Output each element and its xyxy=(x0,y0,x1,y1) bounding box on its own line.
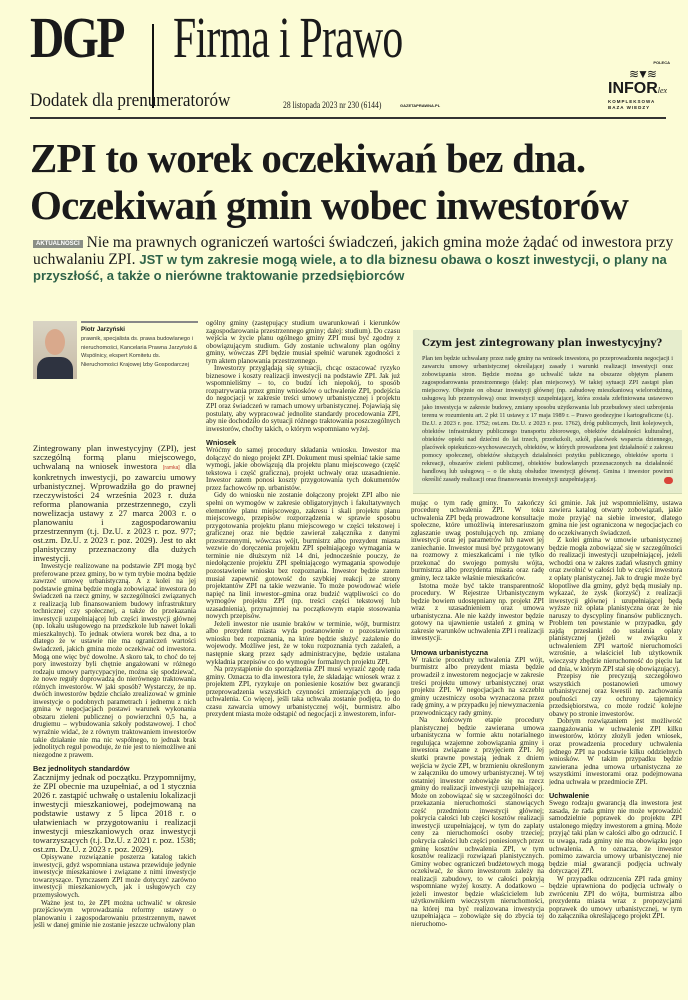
info-box-title: Czym jest zintegrowany plan inwestycyjny? xyxy=(422,338,663,349)
article-column-1 xyxy=(33,444,196,1000)
paragraph: Zacznijmy jednak od początku. Przypomnijmy, że ZPI obecnie ma uzupełniać, a od 1 stycznia 2026 r. zastąpić uchwałę o ustaleniu lokalizacji inwestycji mieszkaniowej, podejmowaną na podstawie ustawy z 5 lipca 2018 r. o ułatwieniach w przygotowaniu i realizacji inwestycji mieszkaniowych oraz inwestycji towarzyszących (t.j. Dz.U. z 2021 r. poz. 1538; ost.zm. Dz.U. z 2023 r. poz. 2029). xyxy=(33,772,196,855)
paragraph: W trakcie procedury uchwalenia ZPI wójt, burmistrz albo prezydent miasta będzie prowadził z inwestorem negocjacje w zakresie treści projektu umowy urbanistycznej oraz projektu ZPI. W negocjacjach na szczeblu gminy uczestniczy osoba wyznaczona przez radę gminy, a w przypadku jej niewyznaczenia przewodniczący rady gminy. xyxy=(411,655,544,717)
paragraph: Z kolei gmina w umowie urbanistycznej będzie mogła zobowiązać się w szczególności do realizacji inwestycji uzupełniającej, jeżeli wchodzi ona w zakres zadań własnych gminy oraz zwolnić w całości lub w części inwestora z opłaty planistycznej. Jak to drugie może być kłopotliwe dla gminy, gdyż będą musiały np. wykazać, że zysk (korzyść) z realizacji inwestycji głównej i uzupełniającej będą wyższe niż opłata planistyczna oraz że nie naruszy to dyscypliny finansów publicznych. Problem ten powstanie w przypadku, gdy zajdą przesłanki do ustalenia opłaty planistycznej (jeżeli w związku z uchwaleniem ZPI wartość nieruchomości wzrośnie, a właściciel lub użytkownik wieczysty zbędzie nieruchomość do pięciu lat od dnia, w którym ZPI stał się obowiązujący). xyxy=(549,536,682,673)
paragraph: W przypadku odrzucenia ZPI rada gminy będzie uprawniona do podjęcia uchwały o zwróceniu ZPI do wójta, burmistrza albo prezydenta miasta wraz z propozycjami poprawek do umowy urbanistycznej, w tym do załącznika określającego projekt ZPI. xyxy=(549,874,682,921)
info-box xyxy=(413,330,682,494)
partner-tagline: KOMPLEKSOWA xyxy=(608,99,656,104)
paragraph: Istotna może być także transparentność procedury. W Rejestrze Urbanistycznym będzie bowiem udostępniany np. projekt ZPI wraz z uzasadnieniem oraz umowa urbanistyczna. Ale nie każdy inwestor będzie gotowy na ujawnienie ustaleń z gminą w zakresie warunków uchwalenia ZPI i realizacji inwestycji. xyxy=(411,581,544,643)
paragraph: Jeżeli inwestor nie usunie braków w terminie, wójt, burmistrz albo prezydent miasta wyda postanowienie o pozostawieniu wniosku bez rozpoznania, na które będzie służyć zażalenie do wojewody. Możliwe jest, że w toku rozpoznania tych zażaleń, a następnie skarg przez sądy administracyjne, będzie ustalana wykładnia przepisów co do wymogów formalnych projektu ZPI. xyxy=(206,619,400,666)
paragraph: Na przystąpienie do sporządzenia ZPI musi wyrazić zgodę rada gminy. Oznacza to dla inwestora tyle, że składając wniosek wraz z projektem ZPI, ryzykuje on poniesienie kosztów bez gwarancji przeprowadzenia wszystkich czynności zmierzających do jego uchwalenia. Co więcej, jeśli taka uchwała zostanie podjęta, to do czasu zawarcia umowy urbanistycznej wójt, burmistrz albo prezydent miasta może odstąpić od negocjacji z inwestorem, infor- xyxy=(206,665,400,719)
article-column-4 xyxy=(549,500,682,1000)
subheading: Umowa urbanistyczna xyxy=(411,647,489,657)
section-badge: AKTUALNOŚCI xyxy=(33,240,83,248)
paragraph: Inwestorzy przyglądają się sytuacji, chcąc oszacować ryzyko biznesowe i koszty realizacji inwestycji na podstawie ZPI. Jak już wspomnieliśmy – to, co budzi ich niepokój, to sposób rozpatrywania przez gminy wniosków o uchwalenie ZPI, podejścia do negocjacji w zakresie treści umowy urbanistycznej i projektu ZPI oraz świadczeń w ramach umowy urbanistycznej. Pojawiają się postulaty, aby wypracować jednolite standardy procedowania ZPI, aby nie dochodziło do sytuacji różnego traktowania poszczególnych inwestorów, choćby takich, o którym wspomniano wyżej. xyxy=(206,364,400,433)
paragraph: Przepisy nie precyzują szczegółowo wszystkich postanowień umowy urbanistycznej oraz kwestii np. zachowania poufności czy ochrony tajemnicy przedsiębiorstwa, co może rodzić kolejne obawy po stronie inwestorów. xyxy=(549,672,682,718)
article-lead xyxy=(33,235,675,284)
right-area xyxy=(411,330,682,1000)
website: GAZETAPRAWNA.PL xyxy=(400,103,441,108)
partner-tagline: BAZA WIEDZY xyxy=(608,105,651,110)
headline: ZPI to worek oczekiwań bez dna. Oczekiwań gmin wobec inwestorów xyxy=(30,135,629,228)
paragraph: mując o tym radę gminy. To zakończy procedurę uchwalenia ZPI. W toku uchwalenia ZPI będą prowadzone konsultacje społeczne, które umożliwią interesariuszom zgłaszanie uwag postulujących np. zmianę inwestycji oraz jej parametrów lub nawet jej zaniechanie. Inwestor musi być przygotowany na rozmowy z mieszkańcami i nie tylko przekonać do swojego pomysłu wójta, burmistrza albo prezydenta miasta oraz radę gminy, lecz także właśnie mieszkańców. xyxy=(411,499,544,582)
issue-date: 28 listopada 2023 nr 230 (6144) xyxy=(283,100,382,110)
section-title: Firma i Prawo xyxy=(173,5,403,70)
lead-subtext: JST w tym zakresie mogą wiele, a to dla biznesu obawa o koszt inwestycji, o plany na przyszłość, a także o nierówne traktowanie przedsiębiorców xyxy=(33,252,667,283)
paragraph: Swego rodzaju gwarancją dla inwestora jest zasada, że rada gminy nie może wprowadzić samodzielnie poprawek do projektu ZPI ustalonego między inwestorem a gminą. Może przyjąć taki plan w całości albo go odrzucić. I tu uwaga, rada gminy nie ma obowiązku jego uchwalenia. A to oznacza, że inwestor pomimo zawarcia umowy urbanistycznej nie będzie miał gwarancji podjęcia uchwały dotyczącej ZPI. xyxy=(549,799,682,876)
paragraph: ści gminie. Jak już wspomnieliśmy, ustawa zawiera katalog otwarty zobowiązań, jakie może przyjąć na siebie inwestor, dlatego gmina nie jest ograniczona w negocjacjach co do oczekiwanych świadczeń. xyxy=(549,499,682,537)
infor-logo xyxy=(608,60,670,111)
info-box-text: Plan ten będzie uchwalany przez radę gminy na wniosek inwestora, po przeprowadzeniu negocjacji i zawarciu umowy urbanistycznej określającej zasady i warunki realizacji inwestycji oraz zobowiązania stron. Będzie można go uchwalić także na obszarze objętym planem zagospodarowania przestrzennego (dalej: plan miejscowy). W takiej sytuacji ZPI zastąpi plan miejscowy. Obejmie on obszar inwestycji głównej (np. zabudowę mieszkaniową wielorodzinną, usługową lub przemysłową) oraz inwestycji uzupełniającej, która została zdefiniowana ustawowo jako inwestycja w zakresie budowy, zmiany sposobu użytkowania lub przebudowy sieci uzbrojenia terenu w rozumieniu art. 2 pkt 11 ustawy z 17 maja 1989 r. – Prawo geodezyjne i kartograficzne (t.j. Dz.U. z 2023 r. poz. 1752; ost.zm. Dz.U. z 2023 r. poz. 1762), dróg publicznych, linii kolejowych, obiektów infrastruktury publicznego transportu zbiorowego, obiektów działalności kulturalnej, obiektów opieki nad dziećmi do lat trzech, przedszkoli, szkół, placówek wsparcia dziennego, placówek opiekuńczo-wychowawczych, obiektów, w których prowadzona jest działalność z zakresu pomocy społecznej, obiektów służących działalności pożytku publicznego, obiektów sportu i rekreacji, obszarów zieleni publicznej, obiektów budowlanych przeznaczonych na działalność handlową lub usługową – o ile służą obsłudze inwestycji głównej. Gmina i inwestor powinni określić zasady realizacji oraz finansowania inwestycji uzupełniającej. xyxy=(422,355,673,484)
author-photo xyxy=(33,321,77,379)
supplement-subtitle: Dodatek dla prenumeratorów xyxy=(30,90,231,111)
paragraph: Inwestycje realizowane na podstawie ZPI mogą być preferowane przez gminy, bo w tym trybie można będzie zawrzeć umowę urbanistyczną. A z kolei na jej podstawie gmina będzie mogła zobowiązać inwestora do świadczeń na rzecz gminy, w szczególności związanych z realizacją lub finansowaniem budowy infrastruktury technicznej czy społecznej, a także do przekazania inwestycji uzupełniającej lub części inwestycji głównej (np. lokalu usługowego na przedszkole lub nawet lokali mieszkalnych). To jednak otwiera worek bez dna, a to dlatego że w ustawie nie ma ograniczeń wartości świadczeń, jakich gmina może oczekiwać od inwestora. Mogą one więc być dowolne. A skoro tak, to choć do tej pory inwestorzy byli chętnie angażowani w różnego rodzaju umowy partycypacyjne, można się spodziewać, że nowe reguły doprowadzą do nierównego traktowania różnych inwestorów. W jaki sposób? Wystarczy, że np. dwóch inwestorów będzie chciało zrealizować w gminie inwestycje o podobnych parametrach i jednemu z nich gmina w negocjacjach postawi warunek wykonania obszaru zieleni publicznej o powierzchni 0,5 ha, a drugiemu – wybudowania szkoły podstawowej. I choć wyraźnie widać, że z równym traktowaniem inwestorów takie działanie nie ma nic wspólnego, to jednak brak jednolitych reguł powoduje, że nie jest to niemożliwe ani niezgodne z prawem. xyxy=(33,562,196,759)
paragraph: Wróćmy do samej procedury składania wniosku. Inwestor ma dołączyć do niego projekt ZPI. Dokument musi spełniać takie same wymogi, jakie obowiązują dla projektu planu miejscowego (część tekstowa i część graficzna), projekt uchwały oraz uzasadnienie. Inwestor zatem ponosi koszty przygotowania tych dokumentów przez fachowców np. urbanistów. xyxy=(206,446,400,492)
lower-columns xyxy=(411,500,682,1000)
header-rule xyxy=(30,117,666,119)
brand-logo: DGP xyxy=(30,5,124,70)
author-box xyxy=(33,321,198,439)
partner-name: INFORlex xyxy=(608,80,668,97)
wings-icon: ≋▼≋ xyxy=(629,67,655,81)
subheading: Bez jednolitych standardów xyxy=(33,764,130,774)
paragraph: Opisywane rozwiązanie poszerza katalog takich inwestycji, gdyż wspomniana ustawa przewiduje jedynie inwestycje mieszkaniowe i związane z nimi inwestycje towarzyszące. Tymczasem ZPI może dotyczyć zarówno inwestycji mieszkaniowych, jak i usługowych czy przemysłowych. xyxy=(33,853,196,899)
box-reference: [ramka] xyxy=(163,465,180,471)
subheading: Uchwalenie xyxy=(549,791,590,801)
paragraph: Zintegrowany plan inwestycyjny (ZPI), jest szczególną formą planu miejscowego, uchwalaną na wniosek inwestora [ramka] dla konkretnych inwestycji, po zawarciu umowy urbanistycznej. Wprowadziła go do prawnej rzeczywistości 24 września 2023 r. duża reforma planowania przestrzennego, czyli nowelizacja ustawy z 27 marca 2003 r. o planowaniu i zagospodarowaniu przestrzennym (t.j. Dz.U. z 2023 r. poz. 977; ost.zm. Dz.U. z 2023 r. poz. 2029). Jest to akt planistyczny przeznaczony dla dużych inwestycji. xyxy=(33,444,196,563)
end-mark-icon xyxy=(664,477,673,484)
author-description: prawnik, specjalista ds. prawa budowlanego i nieruchomości, Kancelaria Prawna Jarzyński & Wspólnicy, ekspert Komitetu ds. Nieruchomości Krajowej Izby Gospodarczej xyxy=(81,336,198,368)
recommends-label: POLECA xyxy=(653,60,670,65)
headline-block xyxy=(30,135,675,284)
paragraph: Ważne jest to, że ZPI można uchwalić w okresie przejściowym wprowadzania reformy ustawy o planowaniu i zagospodarowaniu przestrzennym, nawet jeśli w danej gminie nie zostanie jeszcze uchwalony plan xyxy=(33,898,196,930)
author-name: Piotr Jarzyński xyxy=(81,326,126,333)
paragraph: Gdy do wniosku nie zostanie dołączony projekt ZPI albo nie spełni on wymogów w zakresie obligatoryjnych i fakultatywnych elementów planu miejscowego, zakresu i skali projektu planu miejscowego, przepisów rozporządzenia w sprawie sposobu przygotowania projektu planu miejscowego w części tekstowej i graficznej oraz nie będzie zawierał załącznika z danymi przestrzennymi, wówczas wójt, burmistrz albo prezydent miasta wezwie do doręczenia projektu ZPI spełniającego wymagania w terminie nie dłuższym niż 14 dni, jednocześnie pouczy, że niedołączenie projektu ZPI spełniającego wymagania spowoduje pozostawienie wniosku bez rozpoznania. Inwestor będzie zatem musiał zapewnić gotowość do szybkiej reakcji ze strony projektantów ZPI na takie wezwanie. To może powodować wiele napięć na linii inwestor–gmina oraz budzić wątpliwości co do wymogów projektu ZPI (np. treści części tekstowej lub uzasadnienia), przynajmniej na początkowym etapie stosowania nowych przepisów. xyxy=(206,491,400,621)
paragraph: Dobrym rozwiązaniem jest możliwość zaangażowania w uchwalenie ZPI kilku inwestorów, którzy złożyli jeden wniosek, oraz prowadzenia procedury uchwalenia jednego ZPI na podstawie kilku oddzielnych wniosków. W takim przypadku będzie zawierana jedna umowa urbanistyczna ze wszystkimi inwestorami oraz podejmowana jedna uchwała w przedmiocie ZPI. xyxy=(549,717,682,786)
lead-text: Nie ma prawnych ograniczeń wartości świadczeń, jakich gmina może żądać od inwestora przy uchwalaniu ZPI. xyxy=(33,234,674,268)
article-column-2 xyxy=(206,320,400,1000)
paragraph: ogólny gminy (zastępujący studium uwarunkowań i kierunków zagospodarowania przestrzennego gminy; dalej: studium). Do czasu wejścia w życie planu ogólnego gminy ZPI musi być zgodny z obowiązującym studium. Gdy zostanie uchwalony plan ogólny gminy, wówczas ZPI będzie musiał spełnić warunek zgodności z tym aktem planowania przestrzennego. xyxy=(206,320,400,365)
subheading: Wniosek xyxy=(206,438,237,448)
paragraph: Na końcowym etapie procedury planistycznej będzie zawierana umowa urbanistyczna w formie aktu notarialnego regulująca wzajemne zobowiązania gminy i inwestora związane z przyjęciem ZPI. Jej skutki prawne powstają jednak z dniem wejścia w życie ZPI, w brzmieniu określonym w załączniku do umowy urbanistycznej. W tej ostatniej inwestor zobowiąże się na rzecz gminy do realizacji inwestycji uzupełniającej. Może on zobowiązać się w szczególności do: przekazania nieruchomości stanowiących część przedmiotu inwestycji głównej; pokrycia całości lub części kosztów realizacji inwestycji uzupełniającej, w tym do zapłaty ceny za nieruchomości osoby trzeciej; pokrycia całości lub części poniesionych przez gminę kosztów uchwalenia ZPI, w tym kosztów realizacji rozwiązań planistycznych. Gminy wobec ograniczeń budżetowych mogą oczekiwać, że skoro inwestorom zależy na realizacji zabudowy, to w całości pokryją wspomniane wyżej koszty. A dodatkowo – jeżeli inwestor będzie właścicielem lub użytkownikiem wieczystym nieruchomości, na której ma być realizowana inwestycja uzupełniająca – zobowiąże się do zbycia tej nieruchomo- xyxy=(411,716,544,929)
article-column-3 xyxy=(411,500,544,1000)
